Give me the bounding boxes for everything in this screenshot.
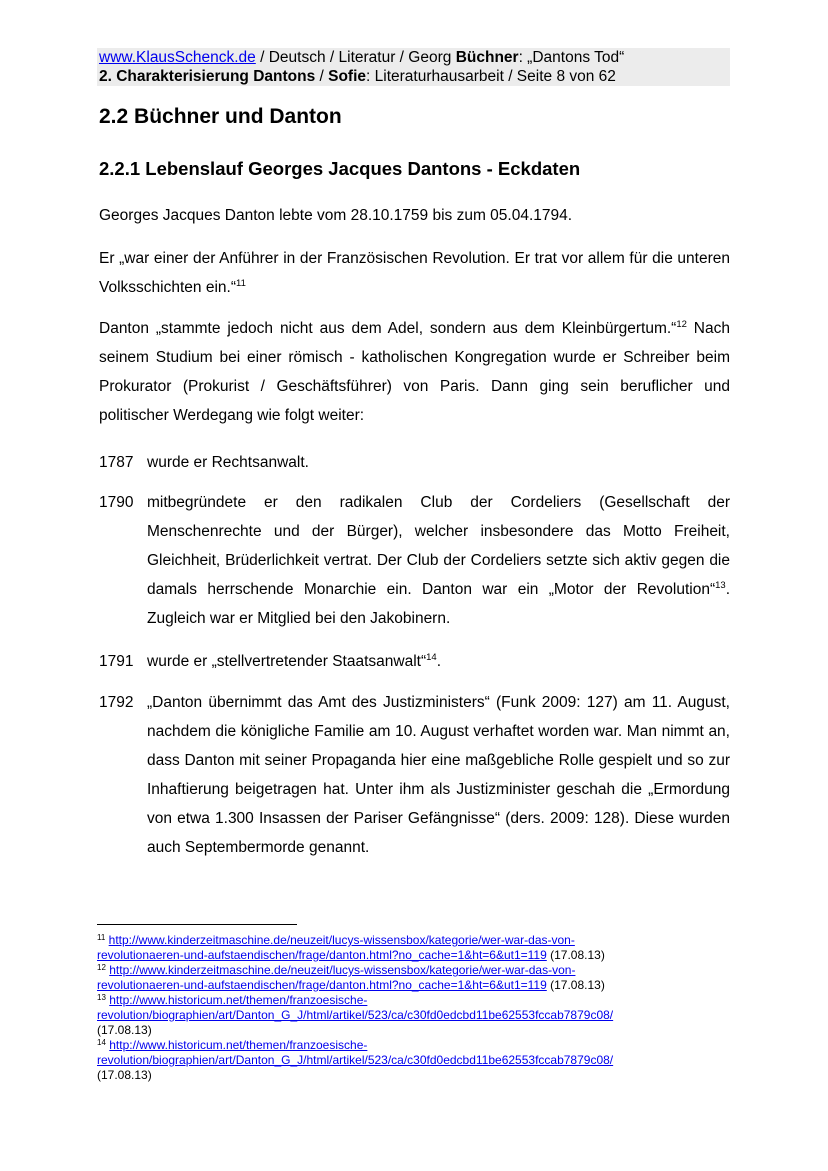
footnote-date: (17.08.13) bbox=[97, 1068, 152, 1082]
timeline-year: 1792 bbox=[99, 694, 134, 711]
timeline-text bbox=[147, 448, 730, 477]
timeline-text-part: „Danton übernimmt das Amt des Justizministers“ (Funk 2009: 127) am 11. August, nachdem die königliche Familie am 10. August verhaftet worden war. Man nimmt an, dass Danton mit seiner Propaganda hier eine maßgebliche Rolle gespielt und so zur Inhaftierung beigetragen hat. Unter ihm als Justizminister geschah die „Ermordung von etwa 1.300 Insassen der Pariser Gefängnisse“ (ders. 2009: 128). Diese wurden auch Septembermorde genannt. bbox=[147, 694, 730, 856]
paragraph-text: Danton „stammte jedoch nicht aus dem Adel, sondern aus dem Kleinbürgertum.“ bbox=[99, 320, 677, 337]
site-link[interactable]: www.KlausSchenck.de bbox=[99, 49, 256, 66]
footnote-ref[interactable]: 14 bbox=[426, 652, 437, 663]
footnote-number: 11 bbox=[97, 933, 106, 942]
footnote-url-part: http://www.historicum.net/themen/franzoesische- bbox=[109, 993, 368, 1007]
paragraph-text: Nach seinem Studium bei einer römisch - katholischen Kongregation wurde er Schreiber beim Prokurator (Prokurist / Geschäftsführer) von Paris. Dann ging sein beruflicher und politischer Werdegang wie folgt weiter: bbox=[99, 320, 730, 424]
timeline-text bbox=[147, 488, 730, 633]
timeline-year: 1787 bbox=[99, 454, 134, 471]
header-chapter: 2. Charakterisierung Dantons bbox=[99, 68, 316, 85]
timeline-year: 1791 bbox=[99, 653, 134, 670]
header-page-info: : Literaturhausarbeit / Seite 8 von 62 bbox=[366, 68, 616, 85]
timeline-text-part: wurde er Rechtsanwalt. bbox=[147, 454, 309, 471]
header-separator: / bbox=[315, 68, 329, 85]
section-heading: 2.2 Büchner und Danton bbox=[99, 105, 342, 128]
paragraph-origin bbox=[99, 314, 730, 430]
footnote-url-part: http://www.historicum.net/themen/franzoesische- bbox=[109, 1038, 368, 1052]
footnote-url-part: revolution/biographien/art/Danton_G_J/html/artikel/523/ca/c30fd0edcbd11be62553fccab7879c08/ bbox=[97, 1053, 614, 1067]
paragraph-dates: Georges Jacques Danton lebte vom 28.10.1759 bis zum 05.04.1794. bbox=[99, 207, 573, 224]
footnote-link[interactable] bbox=[97, 933, 575, 962]
footnote bbox=[97, 1038, 737, 1083]
paragraph-text: Er „war einer der Anführer in der Französischen Revolution. Er trat vor allem für die unteren Volksschichten ein.“ bbox=[99, 250, 730, 296]
footnote-link[interactable] bbox=[97, 1038, 613, 1067]
footnote-ref[interactable]: 13 bbox=[715, 580, 726, 591]
timeline-entry bbox=[99, 448, 730, 477]
footnote bbox=[97, 963, 737, 993]
subsection-heading: 2.2.1 Lebenslauf Georges Jacques Dantons - Eckdaten bbox=[99, 158, 581, 179]
footnote-link[interactable] bbox=[97, 963, 575, 992]
footnote-url-part: revolutionaeren-und-aufstaendischen/frage/danton.html?no_cache=1&ht=6&ut1=119 bbox=[97, 948, 547, 962]
timeline-text-part: wurde er „stellvertretender Staatsanwalt“ bbox=[147, 653, 427, 670]
timeline-text-part: . Zugleich war er Mitglied bei den Jakobinern. bbox=[147, 581, 730, 627]
header-line-2 bbox=[99, 67, 730, 86]
timeline-entry bbox=[99, 688, 730, 862]
footnote-ref[interactable]: 11 bbox=[236, 278, 246, 289]
timeline-year: 1790 bbox=[99, 494, 134, 511]
footnote-number: 14 bbox=[97, 1038, 106, 1047]
footnote-date: (17.08.13) bbox=[97, 1023, 152, 1037]
timeline-text bbox=[147, 688, 730, 862]
page-header bbox=[97, 48, 730, 86]
footnote-separator bbox=[97, 924, 297, 925]
timeline-text-part: mitbegründete er den radikalen Club der Cordeliers (Gesellschaft der Menschenrechte und der Bürger), welcher insbesondere das Motto Freiheit, Gleichheit, Brüderlichkeit vertrat. Der Club der Cordeliers setzte sich aktiv gegen die damals herrschende Monarchie ein. Danton war ein „Motor der Revolution“ bbox=[147, 494, 730, 598]
footnote-link[interactable] bbox=[97, 993, 613, 1022]
footnote-url-part: http://www.kinderzeitmaschine.de/neuzeit/lucys-wissensbox/kategorie/wer-war-das-von- bbox=[108, 933, 575, 947]
footnote-ref[interactable]: 12 bbox=[676, 319, 687, 330]
footnote bbox=[97, 993, 737, 1038]
footnote-url-part: revolutionaeren-und-aufstaendischen/frage/danton.html?no_cache=1&ht=6&ut1=119 bbox=[97, 978, 547, 992]
header-line-1 bbox=[99, 48, 730, 67]
footnote-date: (17.08.13) bbox=[546, 978, 605, 992]
footnote bbox=[97, 933, 737, 963]
footnote-url-part: http://www.kinderzeitmaschine.de/neuzeit/lucys-wissensbox/kategorie/wer-war-das-von- bbox=[109, 963, 576, 977]
header-author: Büchner bbox=[455, 49, 519, 66]
footnote-date: (17.08.13) bbox=[546, 948, 605, 962]
footnote-url-part: revolution/biographien/art/Danton_G_J/html/artikel/523/ca/c30fd0edcbd11be62553fccab7879c08/ bbox=[97, 1008, 614, 1022]
timeline-entry bbox=[99, 647, 730, 676]
timeline-text-part: . bbox=[436, 653, 442, 670]
header-breadcrumb: / Deutsch / Literatur / Georg bbox=[255, 49, 456, 66]
footnote-number: 13 bbox=[97, 993, 106, 1002]
footnotes bbox=[97, 933, 737, 1083]
footnote-number: 12 bbox=[97, 963, 106, 972]
header-work-title: : „Dantons Tod“ bbox=[518, 49, 625, 66]
timeline-entry bbox=[99, 488, 730, 633]
timeline-text bbox=[147, 647, 730, 676]
header-student: Sofie bbox=[328, 68, 367, 85]
paragraph-leader bbox=[99, 244, 730, 302]
